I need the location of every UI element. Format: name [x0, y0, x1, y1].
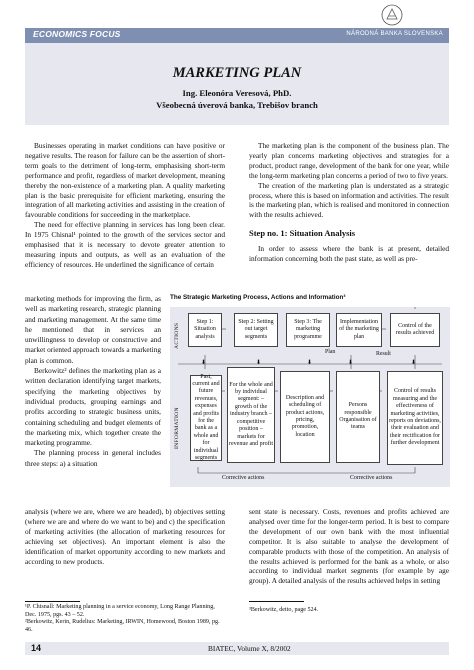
footnote-divider	[25, 601, 80, 602]
paragraph: marketing methods for improving the firm, as well as marketing research, strategic planning and marketing management. At the same time he mentioned that in services an unwillingness to develop or constructive and market oriented approach towards a marketing plan is common.	[25, 294, 161, 365]
arrow-down-icon: ⬇	[307, 360, 312, 366]
author-block	[25, 87, 449, 111]
narrow-column	[25, 294, 161, 469]
page-footer	[25, 642, 449, 655]
left-column	[25, 141, 225, 270]
arrow-down-icon: ⬇	[256, 360, 261, 366]
action-box: Step 1: Situation analysis	[188, 313, 222, 347]
action-box: Step 3: The marketing programme	[286, 313, 330, 347]
corrective-actions-label: Corrective actions	[350, 475, 393, 481]
arrow-down-icon: ⬇	[348, 360, 353, 366]
title-band	[25, 43, 449, 125]
row-label-information: INFORMATION	[174, 407, 180, 449]
plan-label: Plan	[325, 349, 336, 355]
figure-diagram	[170, 307, 450, 487]
result-label: Result	[376, 351, 391, 357]
paragraph: The planning process in general includes three steps: a) a situation	[25, 448, 161, 468]
action-box: Step 2: Setting out target segments	[234, 313, 278, 347]
author-name: Ing. Eleonóra Veresová, PhD.	[182, 88, 292, 98]
information-box: Description and scheduling of product actions, pricing, promotion, location	[280, 371, 330, 463]
information-box: For the whole and by individual segment: – growth of the industry branch – competitive position – markets for revenue and profit	[227, 367, 275, 463]
paragraph: The creation of the marketing plan is understated as a strategic process, where this is based on information and activities. The result is the marketing plan, which is realised and monitored in connection with the results achieved.	[249, 180, 449, 220]
paragraph: The need for effective planning in services has long been clear. In 1975 Chisnal¹ pointed to the growth of the services sector and emphasised that it is necessary to devote greater attention to measuring inputs and outputs, as well as an evaluation of the efficiency of resources. He underlined the significance of certain	[25, 220, 225, 269]
bank-logo-icon	[381, 4, 403, 26]
section-header-bar	[25, 28, 449, 43]
action-box: Control of the results achieved	[390, 313, 440, 347]
bottom-right-text: sent state is necessary. Costs, revenues and profits achieved are analysed over time for the longer-term period. It is best to compare the development of our own bank with the most influential competitor. It is also suitable to analyse the development of comparable products with those of the competition. An analysis of the results achieved is performed for the bank as a whole, or also according to individual market segments (for example by age group). A detailed analysis of the results achieved helps in setting	[249, 507, 449, 586]
row-label-actions: ACTIONS	[174, 322, 180, 349]
bottom-left-text: analysis (where we are, where we are headed), b) objectives setting (where we are and where do we want to be) and c) the specification of marketing activities (the allocation of marketing resources for achieving set objectives). An important element is also the identification of market opportunity according to new markets and according to new products.	[25, 507, 225, 566]
paragraph: Businesses operating in market conditions can have positive or negative results. The reason for failure can be the assertion of short-term goals to the detriment of long-term, emphasising short-term performance and profit, regardless of market development, meaning thereby the non-existence of a marketing plan. A quality marketing plan is the basic prerequisite for efficient marketing, ensuring the integration of all marketing activities and assisting in the creation of favourable conditions for succeeding in the marketplace.	[25, 141, 225, 220]
right-column	[249, 141, 449, 264]
action-box: Implementation of the marketing plan	[336, 313, 382, 347]
process-figure	[170, 294, 450, 487]
author-affiliation: Všeobecná úverová banka, Trebišov branch	[156, 100, 318, 110]
footnote: ²Berkowitz, Kerin, Rudelius: Marketing, IRWIN, Homewood, Boston 1989, pg. 46.	[25, 619, 220, 633]
information-box: Persons responsible Organisation of teams	[336, 371, 380, 463]
paragraph: In order to assess where the bank is at present, detailed information concerning both the past state, as well as pre-	[249, 244, 449, 264]
paragraph: Berkowitz² defines the marketing plan as a written declaration identifying target markets, specifying the marketing objectives by individual products, grouping earnings and profits according to strategic business units, containing scheduling and budget elements of the marketing mix, which together create the marketing programme.	[25, 366, 161, 448]
information-box: Past, current and future revenues, expenses and profits for the bank as a whole and for individual segments	[190, 375, 222, 461]
figure-caption: The Strategic Marketing Process, Actions and Information³	[170, 294, 346, 301]
footnote-divider	[249, 601, 304, 602]
bank-name: NÁRODNÁ BANKA SLOVENSKA	[346, 31, 443, 37]
footnotes-right	[249, 607, 449, 615]
section-label: ECONOMICS FOCUS	[33, 29, 121, 39]
arrow-down-icon: ⬇	[201, 360, 206, 366]
paragraph: The marketing plan is the component of the business plan. The yearly plan concerns marketing objectives and strategies for a product, product range, development of the bank for one year, while the long-term marketing plan concerns a period of two to five years.	[249, 141, 449, 180]
arrow-down-icon: ⬇	[411, 360, 416, 366]
information-box: Control of results measuring and the effectiveness of marketing activities, reports on deviations, their evaluation and their rectification for further development	[387, 371, 443, 465]
footnote: ³Berkowitz, detto, page 524.	[249, 607, 319, 613]
section-heading: Step no. 1: Situation Analysis	[249, 228, 356, 239]
corrective-actions-label: Corrective actions	[222, 475, 265, 481]
article-title: MARKETING PLAN	[172, 65, 302, 81]
journal-reference: BIATEC, Volume X, 8/2002	[208, 644, 291, 653]
footnote: ¹P. Chisnall: Marketing planning in a service economy, Long Range Planning, Dec. 1975, pgs. 43 – 52.	[25, 604, 215, 618]
footnotes-left	[25, 604, 225, 634]
page-number: 14	[31, 643, 42, 653]
